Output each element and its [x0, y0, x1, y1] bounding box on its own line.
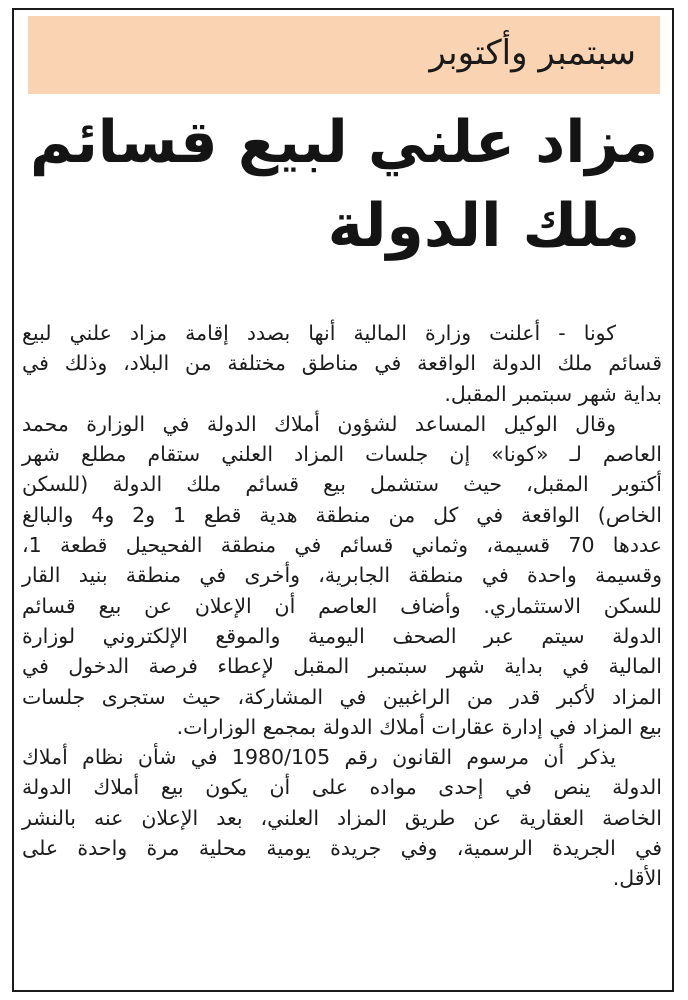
- article-line: العاصم لـ «كونا» إن جلسات المزاد العلني ستقام مطلع شهر: [22, 442, 662, 467]
- article-line: أكتوبر المقبل، حيث ستشمل بيع قسائم ملك الدولة (للسكن: [22, 472, 662, 497]
- headline-line: ملك الدولة: [327, 191, 640, 261]
- article-line: الخاصة العقارية عن طريق المزاد العلني، بعد الإعلان عنه بالنشر: [22, 805, 662, 830]
- article-line: قسائم ملك الدولة الواقعة في مناطق مختلفة من البلاد، وذلك في: [22, 351, 662, 376]
- section-label: سبتمبر وأكتوبر: [429, 33, 636, 73]
- article-line: كونا - أعلنت وزارة المالية أنها بصدد إقامة مزاد علني لبيع: [22, 321, 616, 345]
- article-line: وقال الوكيل المساعد لشؤون أملاك الدولة في الوزارة محمد: [22, 411, 616, 436]
- headline-line: مزاد علني لبيع قسائم: [29, 108, 658, 176]
- article-line: المالية في بداية شهر سبتمبر المقبل لإعطاء فرصة الدخول في: [22, 654, 662, 679]
- article-line: للسكن الاستثماري. وأضاف العاصم أن الإعلان عن بيع قسائم: [22, 593, 662, 618]
- article-line: الدولة ينص في إحدى مواده على أن يكون بيع أملاك الدولة: [22, 775, 662, 800]
- article-line: يذكر أن مرسوم القانون رقم 1980/105 في شأن نظام أملاك: [22, 745, 616, 770]
- article-line: بداية شهر سبتمبر المقبل.: [444, 381, 662, 406]
- headline: [28, 100, 660, 268]
- article-line: عددها 70 قسيمة، وثماني قسائم في منطقة الفحيحيل قطعة 1،: [22, 533, 662, 558]
- article-line: المزاد لأكبر قدر من الراغبين في المشاركة، حيث ستجرى جلسات: [22, 684, 662, 709]
- article-line: بيع المزاد في إدارة عقارات أملاك الدولة بمجمع الوزارات.: [176, 714, 662, 739]
- article-line: الأقل.: [612, 866, 662, 891]
- article-line: الخاص) الواقعة في كل من منطقة هدية قطع 1 و2 و4 والبالغ: [22, 502, 663, 527]
- section-header: [28, 16, 660, 94]
- article-body: [22, 318, 662, 894]
- article-line: الدولة سيتم عبر الصحف اليومية والموقع الإلكتروني لوزارة: [22, 623, 662, 648]
- article-line: وقسيمة واحدة في منطقة الجابرية، وأخرى في منطقة بنيد القار: [22, 563, 662, 588]
- article-line: في الجريدة الرسمية، وفي جريدة يومية محلية مرة واحدة على: [22, 836, 662, 861]
